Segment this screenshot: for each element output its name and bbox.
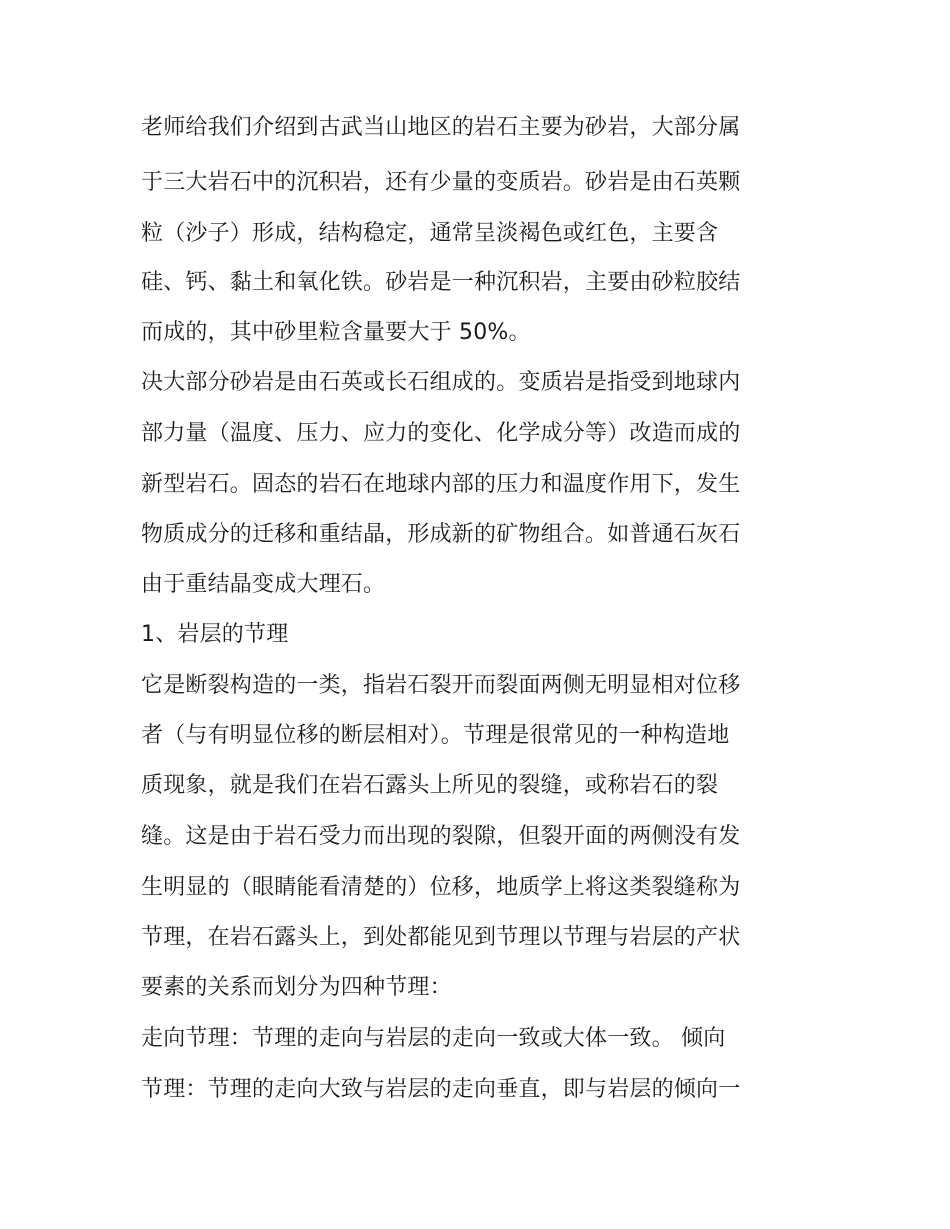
text-line: 老师给我们介绍到古武当山地区的岩石主要为砂岩，大部分属 [141, 115, 741, 140]
text-line: 走向节理：节理的走向与岩层的走向一致或大体一致。 倾向 [141, 1026, 726, 1051]
text-line: 粒（沙子）形成，结构稳定，通常呈淡褐色或红色，主要含 [141, 221, 719, 246]
text-line: 于三大岩石中的沉积岩，还有少量的变质岩。砂岩是由石英颗 [141, 170, 741, 195]
text-line: 要素的关系而划分为四种节理： [141, 975, 452, 1000]
text-line: 决大部分砂岩是由石英或长石组成的。变质岩是指受到地球内 [141, 370, 741, 395]
text-line: 者（与有明显位移的断层相对）。节理是很常见的一种构造地 [141, 723, 730, 748]
text-line: 节理：节理的走向大致与岩层的走向垂直，即与岩层的倾向一 [141, 1077, 741, 1102]
section-heading: 1、岩层的节理 [141, 622, 289, 647]
text-line: 质现象，就是我们在岩石露头上所见的裂缝，或称岩石的裂 [141, 773, 719, 798]
text-line: 新型岩石。固态的岩石在地球内部的压力和温度作用下，发生 [141, 472, 741, 497]
text-line: 它是断裂构造的一类，指岩石裂开而裂面两侧无明显相对位移 [141, 673, 741, 698]
text-line: 硅、钙、黏土和氧化铁。砂岩是一种沉积岩，主要由砂粒胶结 [141, 270, 741, 295]
text-line: 生明显的（眼睛能看清楚的）位移，地质学上将这类裂缝称为 [141, 875, 741, 900]
text-line: 节理，在岩石露头上，到处都能见到节理以节理与岩层的产状 [141, 925, 741, 950]
text-line: 由于重结晶变成大理石。 [141, 572, 386, 597]
text-line: 而成的，其中砂里粒含量要大于 50%。 [141, 320, 531, 345]
text-line: 部力量（温度、压力、应力的变化、化学成分等）改造而成的 [141, 421, 741, 446]
text-line: 缝。这是由于岩石受力而出现的裂隙，但裂开面的两侧没有发 [141, 824, 741, 849]
text-line: 物质成分的迁移和重结晶，形成新的矿物组合。如普通石灰石 [141, 522, 741, 547]
